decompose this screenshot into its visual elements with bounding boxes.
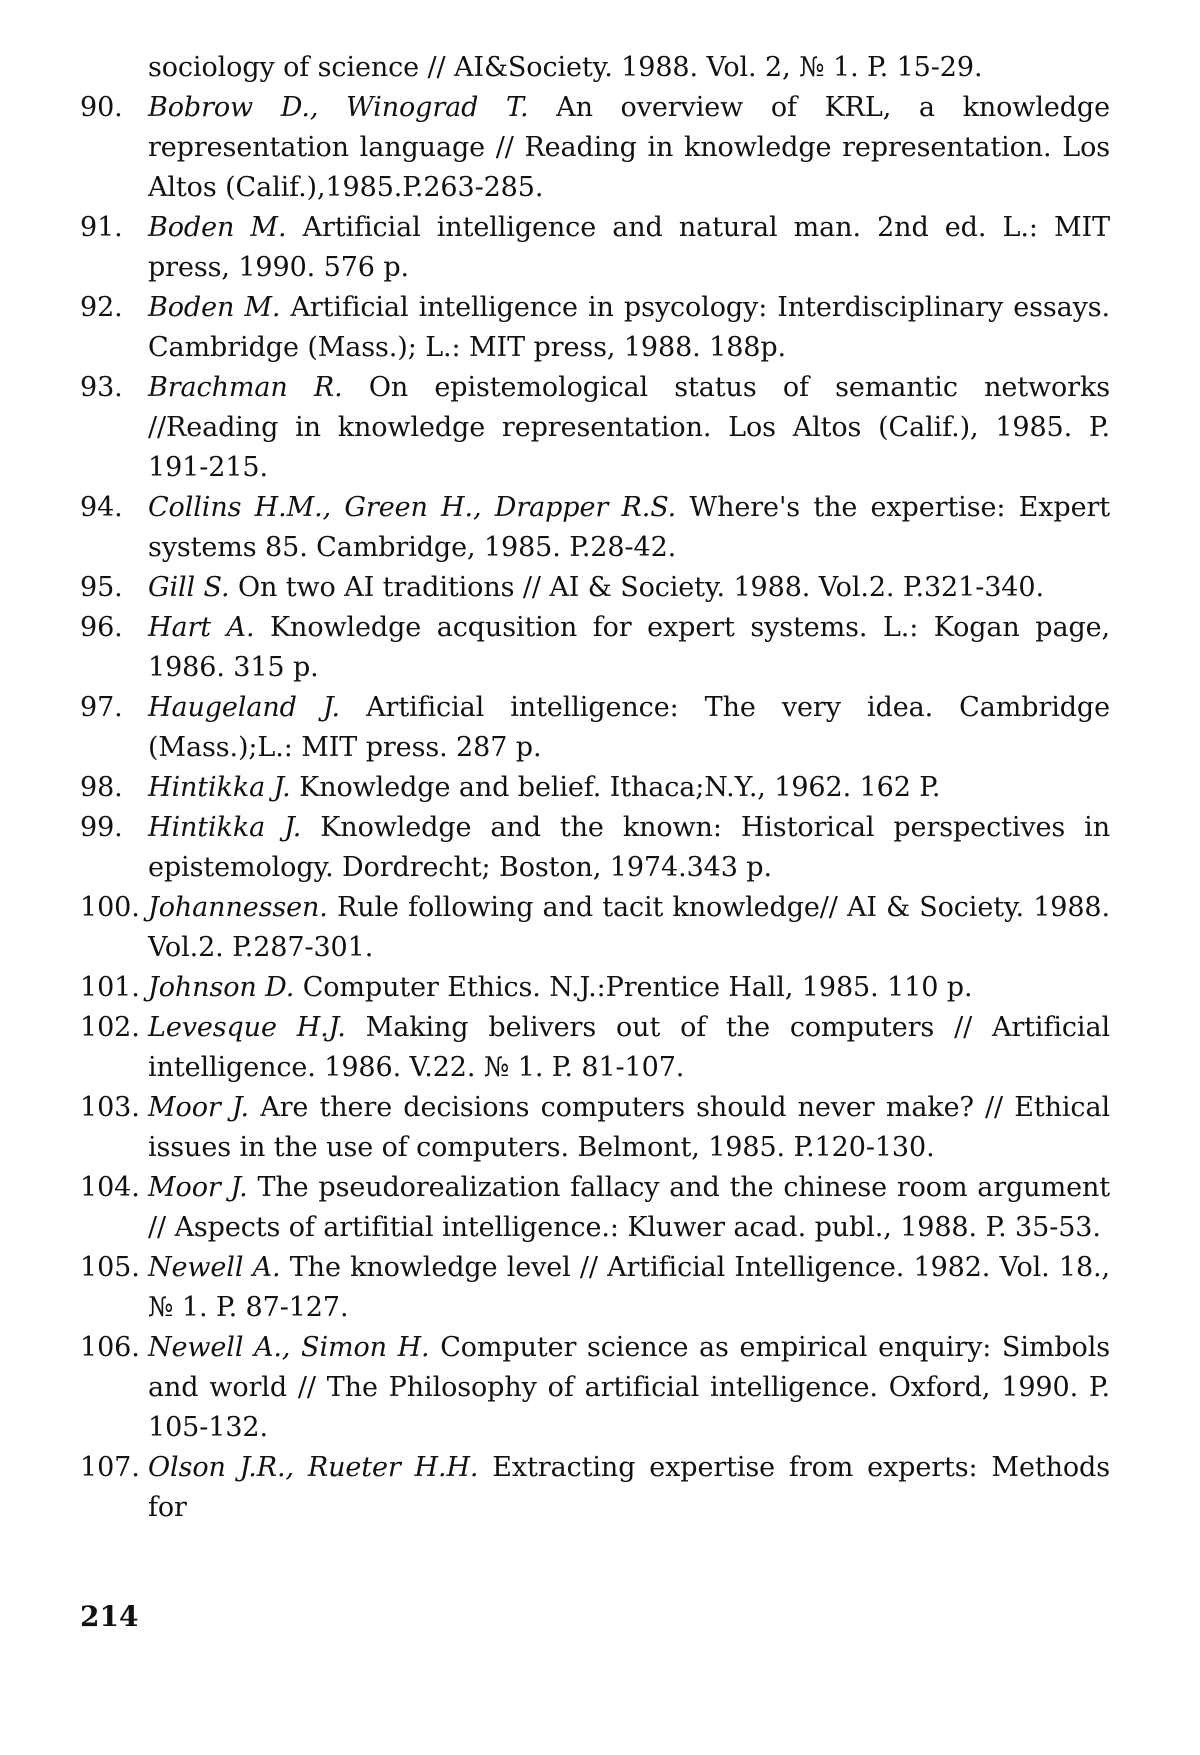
reference-number: 91. (80, 212, 123, 243)
reference-item (80, 288, 1110, 368)
reference-item (80, 608, 1110, 688)
reference-entries (80, 88, 1110, 1528)
reference-item (80, 488, 1110, 568)
reference-author: Hart A. (148, 612, 255, 643)
reference-author: Moor J. (148, 1172, 248, 1203)
reference-number: 92. (80, 292, 123, 323)
reference-item (80, 88, 1110, 208)
reference-item (80, 208, 1110, 288)
reference-text: Computer Ethics. N.J.:Prentice Hall, 1985. 110 p. (294, 972, 973, 1003)
reference-text: Computer science as empirical enquiry: Simbols and world // The Philosophy of artificial intelligence. Oxford, 1990. P. 105-132. (148, 1332, 1110, 1443)
reference-text: Artificial intelligence in psycology: Interdisciplinary essays. Cambridge (Mass.); L.: MIT press, 1988. 188p. (148, 292, 1110, 363)
reference-author: Newell A. (148, 1252, 281, 1283)
reference-item (80, 1248, 1110, 1328)
reference-continuation (80, 48, 1110, 88)
reference-text: Extracting expertise from experts: Methods for (148, 1452, 1110, 1523)
reference-text: On epistemological status of semantic networks //Reading in knowledge representation. Los Altos (Calif.), 1985. P. 191-215. (148, 372, 1110, 483)
reference-text: On two AI traditions // AI & Society. 1988. Vol.2. P.321-340. (229, 572, 1044, 603)
reference-number: 104. (80, 1172, 140, 1203)
reference-text: Making belivers out of the computers // Artificial intelligence. 1986. V.22. № 1. P. 81-107. (148, 1012, 1110, 1083)
reference-item (80, 768, 1110, 808)
reference-author: Hintikka J. (148, 812, 302, 843)
reference-item (80, 808, 1110, 888)
reference-item (80, 1088, 1110, 1168)
reference-number: 103. (80, 1092, 140, 1123)
reference-author: Johnson D. (148, 972, 295, 1003)
reference-text: Artificial intelligence and natural man. 2nd ed. L.: MIT press, 1990. 576 p. (148, 212, 1110, 283)
reference-text: Where's the expertise: Expert systems 85. Cambridge, 1985. P.28-42. (148, 492, 1111, 563)
reference-text: Knowledge and belief. Ithaca;N.Y., 1962. 162 P. (290, 772, 941, 803)
reference-number: 90. (80, 92, 123, 123)
reference-author: Brachman R. (148, 372, 343, 403)
reference-number: 99. (80, 812, 123, 843)
reference-number: 95. (80, 572, 123, 603)
reference-text: The pseudorealization fallacy and the chinese room argument // Aspects of artifitial intelligence.: Kluwer acad. publ., 1988. P. 35-53. (148, 1172, 1110, 1243)
reference-number: 107. (80, 1452, 140, 1483)
reference-item (80, 968, 1110, 1008)
reference-number: 96. (80, 612, 123, 643)
reference-text: Artificial intelligence: The very idea. Cambridge (Mass.);L.: MIT press. 287 p. (148, 692, 1110, 763)
reference-author: Collins H.M., Green H., Drapper R.S. (148, 492, 677, 523)
reference-number: 106. (80, 1332, 140, 1363)
reference-author: Newell A., Simon H. (148, 1332, 430, 1363)
reference-author: Hintikka J. (148, 772, 291, 803)
reference-author: Moor J. (148, 1092, 249, 1123)
reference-number: 97. (80, 692, 123, 723)
continuation-text: sociology of science // AI&Society. 1988. Vol. 2, № 1. P. 15-29. (148, 52, 983, 83)
reference-text: Are there decisions computers should never make? // Ethical issues in the use of computers. Belmont, 1985. P.120-130. (148, 1092, 1110, 1163)
reference-item (80, 1168, 1110, 1248)
reference-text: An overview of KRL, a knowledge representation language // Reading in knowledge representation. Los Altos (Calif.),1985.P.263-285. (148, 92, 1110, 203)
reference-author: Haugeland J. (148, 692, 341, 723)
reference-author: Levesque H.J. (148, 1012, 346, 1043)
reference-author: Olson J.R., Rueter H.H. (148, 1452, 479, 1483)
reference-number: 98. (80, 772, 123, 803)
reference-number: 102. (80, 1012, 140, 1043)
reference-number: 93. (80, 372, 123, 403)
reference-text: Knowledge and the known: Historical perspectives in epistemology. Dordrecht; Boston, 1974.343 p. (148, 812, 1110, 883)
reference-item (80, 688, 1110, 768)
reference-number: 101. (80, 972, 140, 1003)
reference-author: Johannessen. (148, 892, 328, 923)
reference-item (80, 368, 1110, 488)
reference-text: Knowledge acqusition for expert systems. L.: Kogan page, 1986. 315 p. (148, 612, 1110, 683)
reference-number: 94. (80, 492, 123, 523)
reference-author: Boden M. (148, 292, 281, 323)
reference-text: Rule following and tacit knowledge// AI & Society. 1988. Vol.2. P.287-301. (148, 892, 1110, 963)
reference-author: Boden M. (148, 212, 287, 243)
reference-item (80, 888, 1110, 968)
reference-list (80, 48, 1110, 1528)
reference-author: Gill S. (148, 572, 230, 603)
page-number: 214 (80, 1600, 139, 1633)
reference-item (80, 1008, 1110, 1088)
reference-item (80, 1448, 1110, 1528)
reference-author: Bobrow D., Winograd T. (148, 92, 529, 123)
reference-number: 105. (80, 1252, 140, 1283)
reference-number: 100. (80, 892, 140, 923)
reference-text: The knowledge level // Artificial Intelligence. 1982. Vol. 18., № 1. P. 87-127. (148, 1252, 1110, 1323)
reference-item (80, 1328, 1110, 1448)
reference-item (80, 568, 1110, 608)
